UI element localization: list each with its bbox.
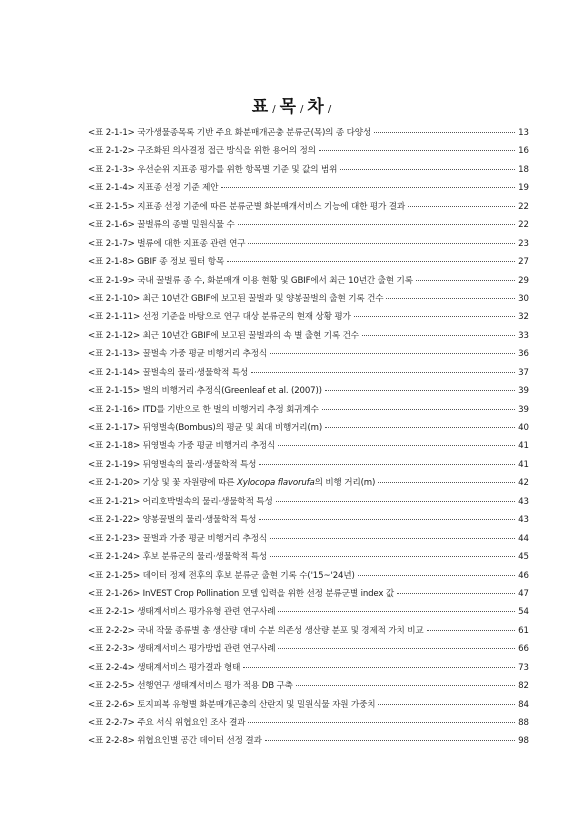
toc-entry-label: <표 2-1-5> 지표종 선정 기준에 따른 분류군별 화분매개서비스 기능에 대한 평가 결과	[88, 201, 406, 212]
toc-entry-page-number: 39	[518, 404, 529, 415]
dot-leader	[270, 538, 515, 539]
toc-entry-label: <표 2-1-16> ITD를 기반으로 한 벌의 비행거리 추정 회귀계수	[88, 404, 319, 415]
toc-entry[interactable]	[88, 677, 529, 695]
dot-leader	[270, 353, 515, 354]
dot-leader	[296, 685, 515, 686]
toc-entry-label: <표 2-1-13> 꿀벌속 가중 평균 비행거리 추정식	[88, 349, 268, 360]
toc-entry[interactable]	[88, 474, 529, 492]
toc-entry-label: <표 2-1-24> 후보 분류군의 물리·생물학적 특성	[88, 552, 268, 563]
dot-leader	[270, 556, 515, 557]
toc-entry-label: <표 2-2-2> 국내 작물 종류별 총 생산량 대비 수분 의존성 생산량 분포 및 경제적 가치 비교	[88, 625, 424, 636]
toc-entry-label-part: <표 2-1-20> 기상 및 꽃 자원량에 따른	[88, 478, 238, 489]
toc-entry[interactable]	[88, 161, 529, 179]
toc-entry[interactable]	[88, 216, 529, 234]
toc-entry[interactable]	[88, 714, 529, 732]
toc-entry[interactable]	[88, 548, 529, 566]
toc-entry-page-number: 43	[518, 515, 529, 526]
toc-entry-page-number: 54	[518, 607, 529, 618]
toc-entry-label: <표 2-1-23> 꿀벌과 가중 평균 비행거리 추정식	[88, 533, 268, 544]
toc-entry-page-number: 45	[518, 552, 529, 563]
toc-entry-label: <표 2-2-4> 생태계서비스 평가결과 형태	[88, 662, 241, 673]
dot-leader	[278, 611, 515, 612]
toc-entry[interactable]	[88, 419, 529, 437]
toc-entry-page-number: 73	[518, 662, 529, 673]
toc-entry-page-number: 82	[518, 681, 529, 692]
toc-entry-page-number: 16	[518, 146, 529, 157]
toc-entry[interactable]	[88, 567, 529, 585]
toc-entry-page-number: 84	[518, 699, 529, 710]
toc-entry-label: <표 2-1-7> 벌류에 대한 지표종 관련 연구	[88, 238, 246, 249]
toc-entry-label: <표 2-1-14> 꿀벌속의 물리·생물학적 특성	[88, 367, 249, 378]
toc-entry[interactable]	[88, 622, 529, 640]
toc-entry-page-number: 37	[518, 367, 529, 378]
dot-leader	[322, 409, 515, 410]
toc-entry-page-number: 41	[518, 459, 529, 470]
dot-leader	[259, 464, 515, 465]
toc-entry-page-number: 61	[518, 625, 529, 636]
title-char-2: 목	[279, 97, 298, 117]
toc-entry[interactable]	[88, 696, 529, 714]
dot-leader	[340, 169, 515, 170]
toc-entry-page-number: 22	[518, 201, 529, 212]
dot-leader	[259, 519, 515, 520]
toc-entry-label: <표 2-1-8> GBIF 종 정보 필터 항목	[88, 257, 225, 268]
dot-leader	[319, 150, 515, 151]
toc-entry-page-number: 18	[518, 164, 529, 175]
dot-leader	[248, 243, 515, 244]
dot-leader	[354, 316, 515, 317]
toc-entry-label: <표 2-1-9> 국내 꿀벌류 종 수, 화분매개 이용 현황 및 GBIF에서 최근 10년간 출현 기록	[88, 275, 413, 286]
table-of-tables-list	[88, 124, 529, 751]
dot-leader	[386, 298, 515, 299]
toc-entry[interactable]	[88, 511, 529, 529]
dot-leader	[427, 630, 515, 631]
dot-leader	[408, 206, 515, 207]
dot-leader	[416, 280, 515, 281]
toc-entry-page-number: 32	[518, 312, 529, 323]
toc-entry[interactable]	[88, 640, 529, 658]
toc-entry-label: <표 2-1-21> 어리호박벌속의 물리·생물학적 특성	[88, 496, 273, 507]
toc-entry-label: <표 2-2-6> 토지피복 유형별 화분매개곤충의 산란지 및 밀원식물 자원 가중치	[88, 699, 376, 710]
dot-leader	[251, 372, 515, 373]
toc-entry-page-number: 39	[518, 386, 529, 397]
toc-entry[interactable]	[88, 327, 529, 345]
toc-entry-label-part: 의 비행 거리(m)	[314, 478, 376, 489]
toc-entry-label: <표 2-1-19> 뒤영벌속의 물리·생물학적 특성	[88, 459, 257, 470]
dot-leader	[278, 648, 515, 649]
toc-entry-page-number: 19	[518, 183, 529, 194]
toc-entry-label: <표 2-1-22> 양봉꿀벌의 물리·생물학적 특성	[88, 515, 257, 526]
toc-entry-page-number: 41	[518, 441, 529, 452]
toc-entry-page-number: 42	[518, 478, 529, 489]
dot-leader	[397, 593, 515, 594]
toc-entry-page-number: 33	[518, 330, 529, 341]
toc-entry-page-number: 88	[518, 718, 529, 728]
toc-entry[interactable]	[88, 456, 529, 474]
dot-leader	[374, 132, 515, 133]
toc-entry-page-number: 27	[518, 257, 529, 268]
toc-entry[interactable]	[88, 493, 529, 511]
toc-entry[interactable]	[88, 345, 529, 363]
toc-entry[interactable]	[88, 124, 529, 142]
toc-entry[interactable]	[88, 364, 529, 382]
title-char-1: 표	[251, 97, 270, 117]
dot-leader	[358, 575, 515, 576]
dot-leader	[278, 445, 515, 446]
page-title: 표 / 목 / 차 /	[251, 97, 333, 117]
dot-leader	[221, 187, 515, 188]
toc-entry-label: <표 2-1-17> 뒤영벌속(Bombus)의 평균 및 최대 비행거리(m)	[88, 423, 323, 433]
toc-entry[interactable]	[88, 290, 529, 308]
toc-entry-label: <표 2-1-4> 지표종 선정 기준 제안	[88, 183, 219, 194]
toc-entry-label: <표 2-1-25> 데이터 정제 전후의 후보 분류군 출현 기록 수('15~'24년)	[88, 570, 355, 581]
toc-entry-page-number: 40	[518, 423, 529, 433]
toc-entry-label: <표 2-1-11> 선정 기준을 바탕으로 연구 대상 분류군의 현재 상황 평가	[88, 312, 351, 323]
toc-entry-page-number: 23	[518, 238, 529, 249]
toc-entry-page-number: 43	[518, 496, 529, 507]
title-char-3: 차	[307, 97, 325, 117]
dot-leader	[325, 390, 515, 391]
toc-entry-page-number: 46	[518, 570, 529, 581]
toc-entry[interactable]	[88, 142, 529, 160]
toc-entry[interactable]	[88, 437, 529, 455]
toc-entry-page-number: 30	[518, 293, 529, 304]
dot-leader	[265, 740, 515, 741]
toc-entry[interactable]	[88, 272, 529, 290]
toc-entry-page-number: 22	[518, 220, 529, 231]
dot-leader	[243, 667, 515, 668]
dot-leader	[238, 224, 515, 225]
toc-entry-page-number: 98	[518, 736, 529, 747]
toc-entry[interactable]	[88, 603, 529, 621]
dot-leader	[248, 722, 515, 723]
toc-entry-label: <표 2-2-8> 위협요인별 공간 데이터 선정 결과	[88, 736, 262, 747]
toc-entry[interactable]	[88, 235, 529, 253]
toc-entry[interactable]	[88, 382, 529, 400]
toc-entry[interactable]	[88, 179, 529, 197]
toc-entry-page-number: 44	[518, 533, 529, 544]
toc-entry[interactable]	[88, 659, 529, 677]
toc-entry[interactable]	[88, 198, 529, 216]
toc-entry-label: <표 2-1-12> 최근 10년간 GBIF에 보고된 꿀벌과의 속 별 출현 기록 건수	[88, 330, 359, 341]
toc-entry-label: <표 2-1-1> 국가생물종목록 기반 주요 화분매개곤충 분류군(목)의 종 다양성	[88, 128, 372, 138]
toc-entry-page-number: 29	[518, 275, 529, 286]
toc-entry-label: <표 2-1-2> 구조화된 의사결정 접근 방식을 위한 용어의 정의	[88, 146, 316, 157]
toc-entry-label-italic: Xylocopa flavorufa	[237, 478, 315, 489]
toc-entry-label	[88, 474, 375, 492]
toc-entry[interactable]	[88, 308, 529, 326]
dot-leader	[325, 427, 515, 428]
toc-entry-label: <표 2-2-7> 주요 서식 위협요인 조사 결과	[88, 718, 246, 728]
toc-entry-label: <표 2-1-18> 뒤영벌속 가중 평균 비행거리 추정식	[88, 441, 276, 452]
dot-leader	[276, 501, 515, 502]
dot-leader	[227, 261, 515, 262]
toc-entry-page-number: 66	[518, 644, 529, 655]
toc-entry[interactable]	[88, 401, 529, 419]
toc-entry-label: <표 2-1-15> 벌의 비행거리 추정식(Greenleaf et al. (2007))	[88, 386, 322, 397]
dot-leader	[378, 482, 515, 483]
toc-entry-label: <표 2-1-6> 꿀벌류의 종별 밀원식물 수	[88, 220, 235, 231]
toc-entry-page-number: 36	[518, 349, 529, 360]
toc-entry[interactable]	[88, 253, 529, 271]
toc-entry-label: <표 2-1-26> InVEST Crop Pollination 모델 입력을 위한 선정 분류군별 index 값	[88, 588, 395, 599]
toc-entry-label: <표 2-1-10> 최근 10년간 GBIF에 보고된 꿀벌과 및 양봉꿀벌의 출현 기록 건수	[88, 293, 384, 304]
dot-leader	[378, 704, 515, 705]
toc-entry[interactable]	[88, 585, 529, 603]
toc-entry-label: <표 2-2-1> 생태계서비스 평가유형 관련 연구사례	[88, 607, 276, 618]
toc-entry-label: <표 2-2-3> 생태계서비스 평가방법 관련 연구사례	[88, 644, 276, 655]
toc-entry-page-number: 47	[518, 588, 529, 599]
toc-entry[interactable]	[88, 732, 529, 750]
toc-entry-page-number: 13	[518, 128, 529, 138]
toc-entry-label: <표 2-2-5> 선행연구 생태계서비스 평가 적용 DB 구축	[88, 681, 293, 692]
toc-entry[interactable]	[88, 530, 529, 548]
toc-entry-label: <표 2-1-3> 우선순위 지표종 평가를 위한 항목별 기준 및 값의 범위	[88, 164, 338, 175]
dot-leader	[362, 335, 515, 336]
